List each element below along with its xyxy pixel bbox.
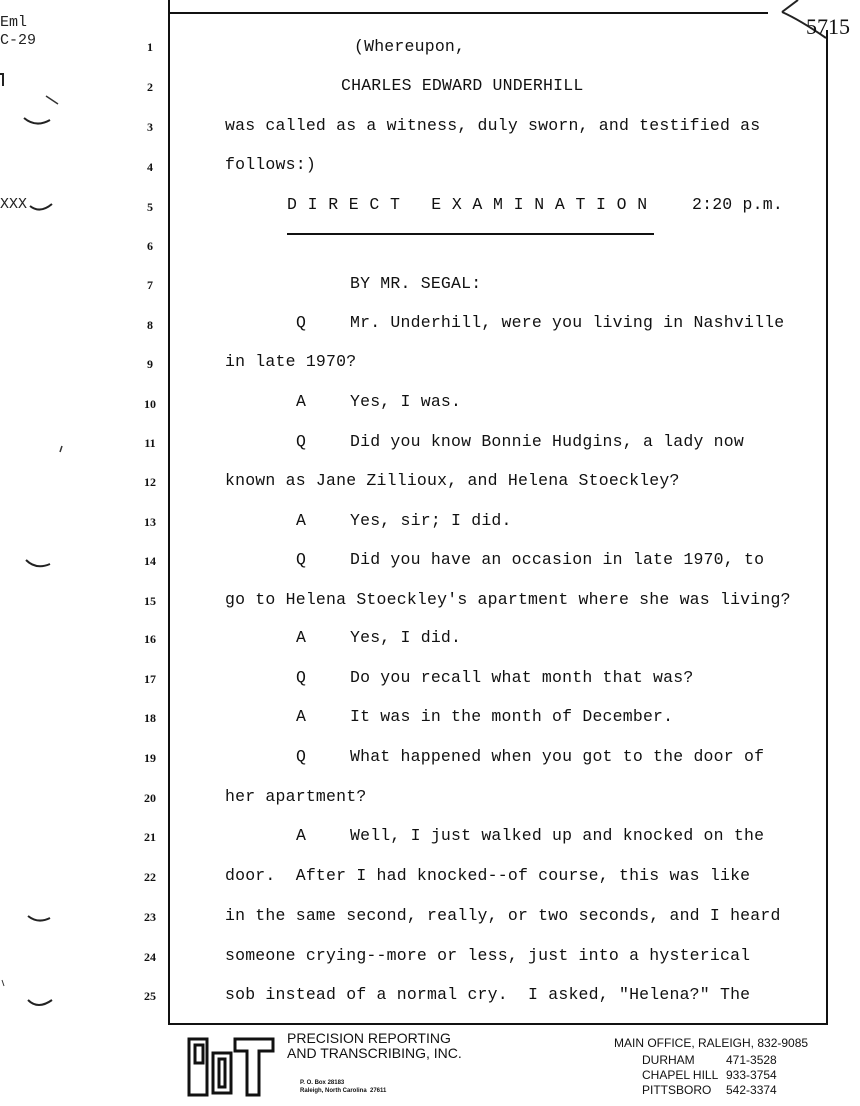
transcript-line: door. After I had knocked--of course, this was like <box>225 866 751 885</box>
examiner-line: BY MR. SEGAL: <box>350 274 482 293</box>
office-city: DURHAM <box>642 1053 695 1067</box>
speaker-label: Q <box>296 550 307 569</box>
line-number: 12 <box>144 475 156 489</box>
witness-name: CHARLES EDWARD UNDERHILL <box>341 76 584 95</box>
office-city: CHAPEL HILL <box>642 1068 719 1082</box>
transcript-line: her apartment? <box>225 787 367 806</box>
office-phone: 933-3754 <box>726 1068 777 1082</box>
main-office: MAIN OFFICE, RALEIGH, 832-9085 <box>614 1036 809 1050</box>
line-number: 13 <box>144 515 156 529</box>
transcript-line: Yes, I did. <box>350 628 462 647</box>
line-number: 1 <box>147 40 153 54</box>
line-number: 11 <box>144 436 156 450</box>
line-number: 22 <box>144 870 156 884</box>
page-number: 5715 <box>806 14 850 39</box>
speaker-label: Q <box>296 747 307 766</box>
transcript-line: was called as a witness, duly sworn, and testified as <box>225 116 761 135</box>
line-number: 6 <box>147 239 153 253</box>
line-number: 15 <box>144 594 156 608</box>
transcript-line: Do you recall what month that was? <box>350 668 694 687</box>
speaker-label: Q <box>296 313 307 332</box>
line-number: 18 <box>144 711 156 725</box>
margin-xxx-mark: XXX <box>0 196 28 213</box>
line-number: 24 <box>144 950 156 964</box>
company-name-line-2: AND TRANSCRIBING, INC. <box>287 1045 462 1061</box>
line-number: 17 <box>144 672 156 686</box>
speaker-label: Q <box>296 432 307 451</box>
session-time: 2:20 p.m. <box>692 195 783 214</box>
margin-code-1: Eml <box>0 14 28 31</box>
line-number: 4 <box>147 160 153 174</box>
transcript-line: someone crying--more or less, just into a hysterical <box>225 946 751 965</box>
transcript-line: Did you have an occasion in late 1970, to <box>350 550 765 569</box>
speaker-label: Q <box>296 668 307 687</box>
top-rule <box>168 12 768 14</box>
line-number: 20 <box>144 791 156 805</box>
po-city: Raleigh, North Carolina 27611 <box>300 1088 387 1094</box>
line-number: 8 <box>147 318 153 332</box>
bottom-rule <box>168 1023 828 1025</box>
office-phone: 471-3528 <box>726 1053 777 1067</box>
office-city: PITTSBORO <box>642 1083 712 1097</box>
po-box: P. O. Box 28183 <box>300 1080 345 1086</box>
margin-marks-icon <box>0 0 70 1106</box>
speaker-label: A <box>296 628 307 647</box>
transcript-line: Did you know Bonnie Hudgins, a lady now <box>350 432 744 451</box>
line-number: 19 <box>144 751 156 765</box>
transcript-line: Mr. Underhill, were you living in Nashville <box>350 313 785 332</box>
right-margin-rule <box>826 30 828 1025</box>
line-number: 3 <box>147 120 153 134</box>
transcript-line: sob instead of a normal cry. I asked, "Helena?" The <box>225 985 751 1004</box>
transcript-line: Yes, I was. <box>350 392 462 411</box>
transcript-line: in late 1970? <box>225 352 357 371</box>
transcript-line: Yes, sir; I did. <box>350 511 512 530</box>
line-number: 7 <box>147 278 153 292</box>
section-heading: D I R E C T E X A M I N A T I O N <box>287 195 648 214</box>
line-number: 5 <box>147 200 153 214</box>
pt-logo-icon <box>185 1033 277 1099</box>
heading-underline <box>287 233 654 235</box>
line-number: 9 <box>147 357 153 371</box>
speaker-label: A <box>296 707 307 726</box>
transcript-line: What happened when you got to the door of <box>350 747 765 766</box>
line-number: 14 <box>144 554 156 568</box>
transcript-line: known as Jane Zillioux, and Helena Stoeckley? <box>225 471 680 490</box>
line-number: 2 <box>147 80 153 94</box>
transcript-line: (Whereupon, <box>354 37 466 56</box>
transcript-line: It was in the month of December. <box>350 707 674 726</box>
line-number: 16 <box>144 632 156 646</box>
speaker-label: A <box>296 826 307 845</box>
transcript-line: Well, I just walked up and knocked on the <box>350 826 765 845</box>
margin-code-2: C-29 <box>0 32 37 49</box>
line-number: 10 <box>144 397 156 411</box>
transcript-line: follows:) <box>225 155 316 174</box>
line-number: 21 <box>144 830 156 844</box>
transcript-line: go to Helena Stoeckley's apartment where she was living? <box>225 590 791 609</box>
speaker-label: A <box>296 511 307 530</box>
line-number: 25 <box>144 989 156 1003</box>
office-phone: 542-3374 <box>726 1083 777 1097</box>
speaker-label: A <box>296 392 307 411</box>
transcript-line: in the same second, really, or two seconds, and I heard <box>225 906 781 925</box>
company-name-line-1: PRECISION REPORTING <box>287 1030 451 1046</box>
line-number: 23 <box>144 910 156 924</box>
